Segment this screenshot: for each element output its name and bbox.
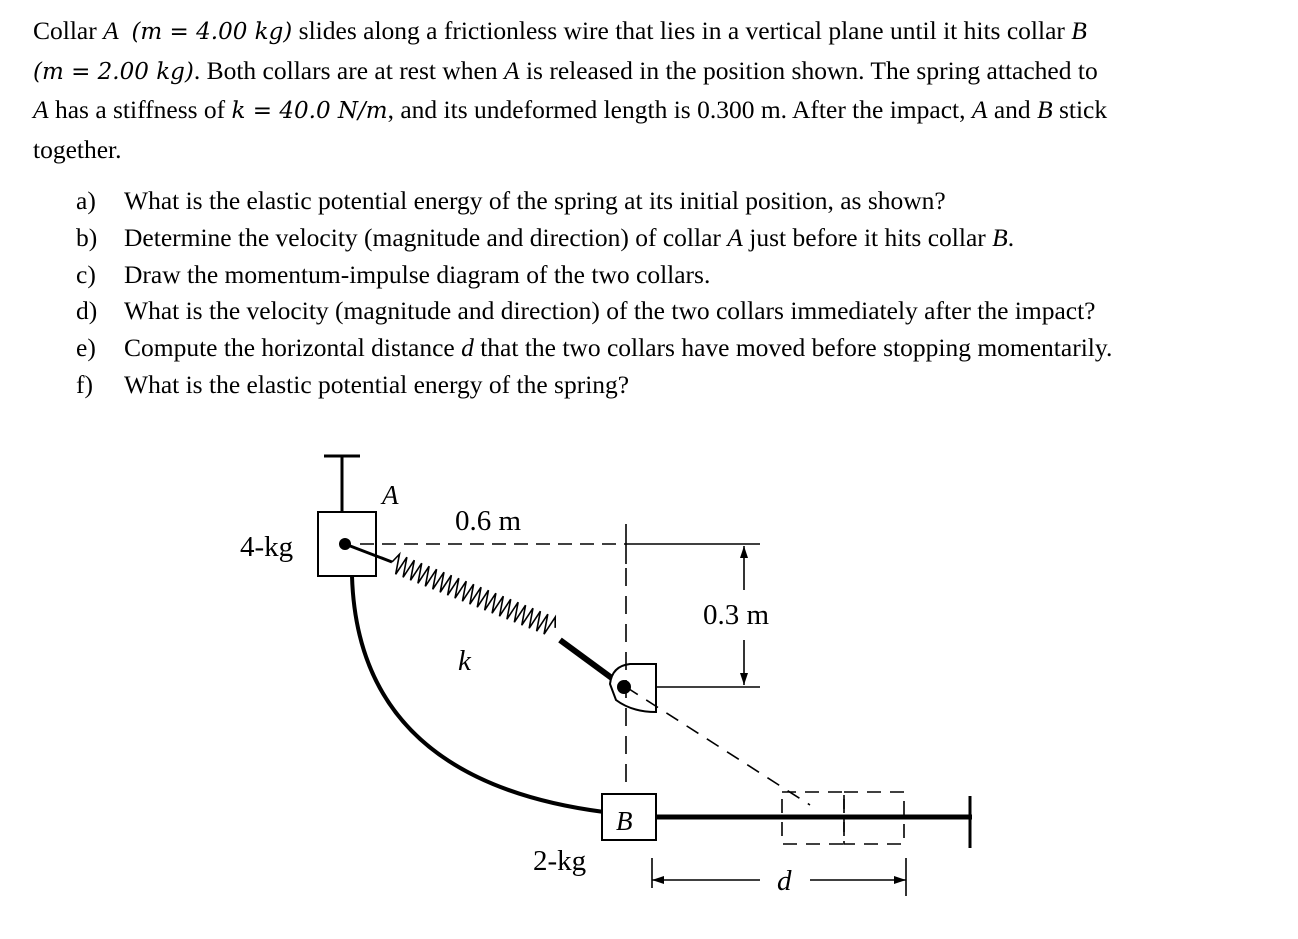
- label-b: B: [616, 806, 633, 836]
- statement-line-3: A has a stiffness of k = 40.0 N/m, and its undeformed length is 0.300 m. After the impact, A and B stick: [33, 95, 1108, 124]
- statement-line-2: (m = 2.00 kg). Both collars are at rest when A is released in the position shown. The spring attached to: [33, 55, 1098, 85]
- label-4kg: 4-kg: [240, 531, 294, 563]
- statement-line-1: Collar A (m = 4.00 kg) slides along a frictionless wire that lies in a vertical plane until it hits collar B: [33, 16, 1087, 45]
- question-e: e) Compute the horizontal distance d that the two collars have moved before stopping momentarily.: [76, 333, 1113, 363]
- question-f: f) What is the elastic potential energy of the spring?: [76, 369, 630, 399]
- question-a: a) What is the elastic potential energy of the spring at its initial position, as shown?: [76, 186, 946, 215]
- pivot-pin: [617, 680, 631, 694]
- pivot-bracket: [610, 664, 656, 712]
- statement-line-4: together.: [33, 134, 122, 164]
- label-2kg: 2-kg: [533, 845, 587, 877]
- dim-03-arrow-bottom: [740, 673, 748, 685]
- label-d: d: [777, 865, 792, 897]
- curved-wire: [352, 576, 604, 812]
- question-c: c) Draw the momentum-impulse diagram of the two collars.: [76, 259, 711, 289]
- question-d: d) What is the velocity (magnitude and direction) of the two collars immediately after the impact?: [76, 296, 1096, 326]
- label-k: k: [458, 645, 471, 677]
- dim-d-arrow-left: [652, 876, 664, 884]
- dim-03-arrow-top: [740, 546, 748, 558]
- label-06m: 0.6 m: [455, 505, 522, 537]
- final-spring-line: [626, 687, 810, 805]
- dim-d-arrow-right: [894, 876, 906, 884]
- label-a: A: [382, 480, 399, 510]
- question-b: b) Determine the velocity (magnitude and direction) of collar A just before it hits collar B.: [76, 222, 1015, 252]
- label-03m: 0.3 m: [703, 599, 770, 631]
- spring-coil: [388, 553, 559, 637]
